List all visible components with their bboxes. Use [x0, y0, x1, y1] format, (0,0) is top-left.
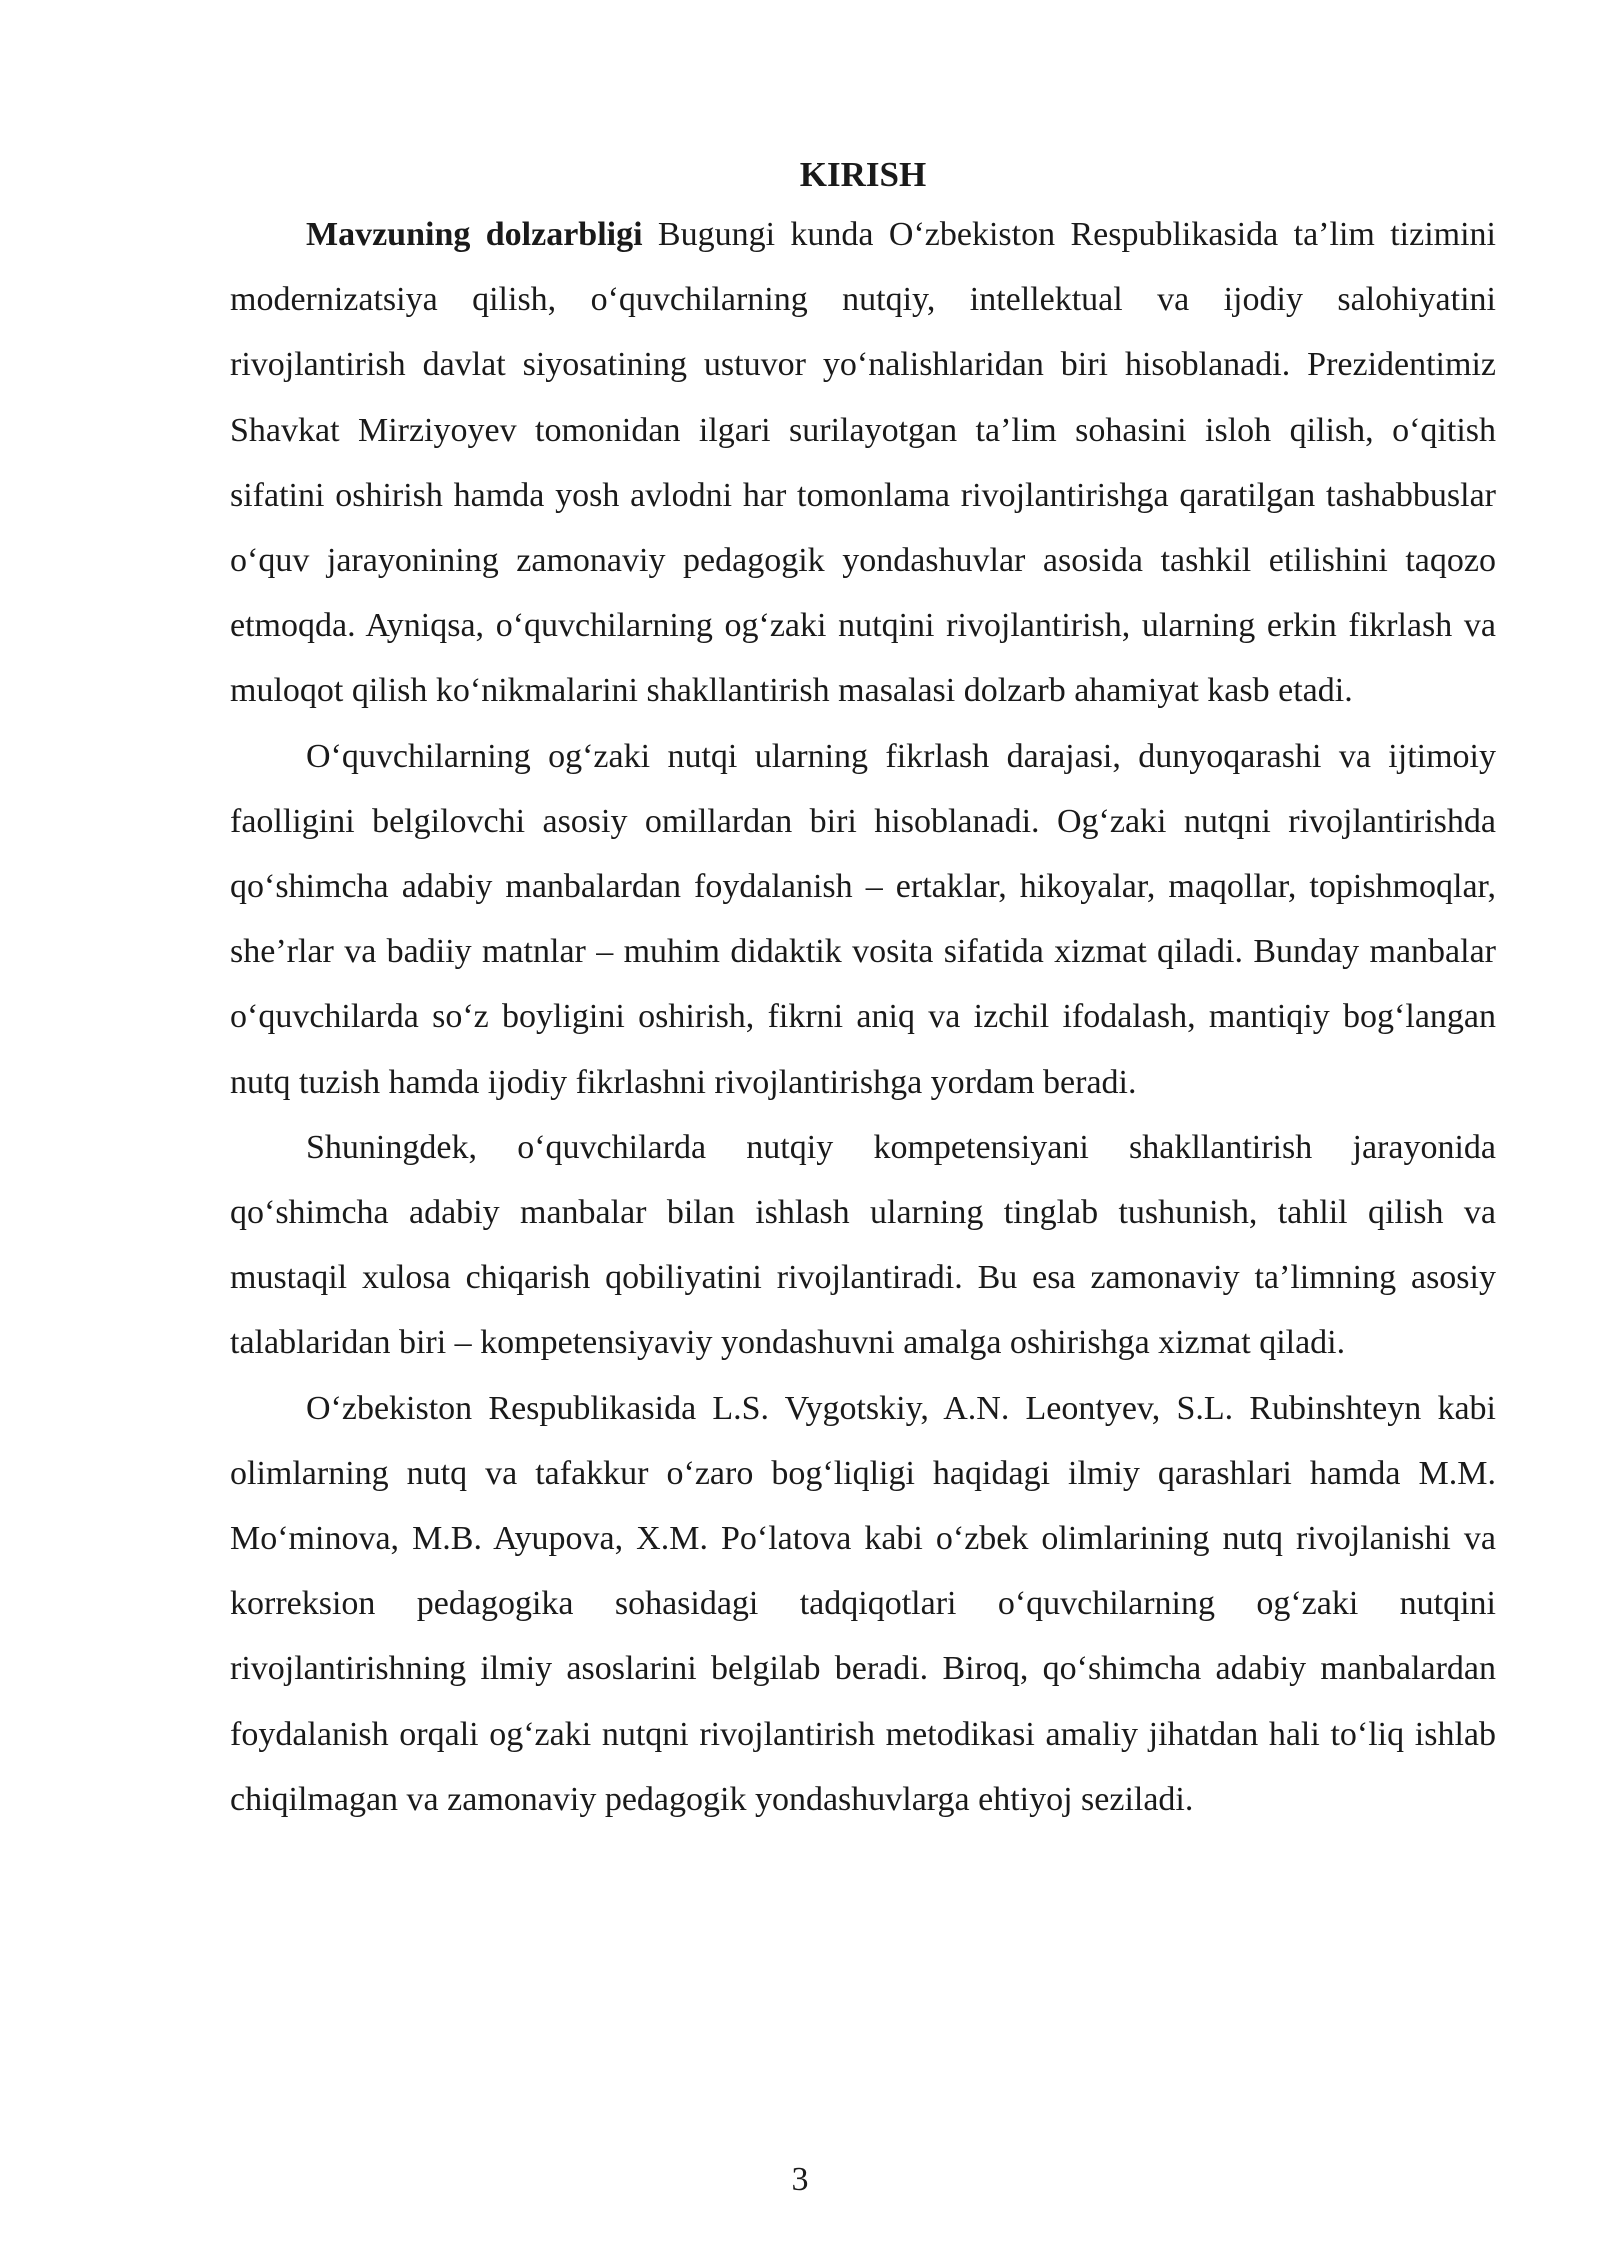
page-number: 3 [791, 2161, 809, 2198]
paragraph-lead: Mavzuning dolzarbligi [306, 216, 643, 253]
paragraph-scholars: Oʻzbekiston Respublikasida L.S. Vygotskiy, A.N. Leontyev, S.L. Rubinshteyn kabi olimlarning nutq va tafakkur oʻzaro bogʻliqligi haqidagi ilmiy qarashlari hamda M.M. Moʻminova, M.B. Ayupova, X.M. Poʻlatova kabi oʻzbek olimlarining nutq rivojlanishi va korreksion pedagogika sohasidagi tadqiqotlari oʻquvchilarning ogʻzaki nutqini rivojlantirishning ilmiy asoslarini belgilab beradi. Biroq, qoʻshimcha adabiy manbalardan foydalanish orqali ogʻzaki nutqni rivojlantirish metodikasi amaliy jihatdan hali toʻliq ishlab chiqilmagan va zamonaviy pedagogik yondashuvlarga ehtiyoj seziladi. [230, 1389, 1496, 1818]
paragraph-text: Bugungi kunda Oʻzbekiston Respublikasida ta’lim tizimini modernizatsiya qilish, oʻquvchilarning nutqiy, intellektual va ijodiy salohiyatini rivojlantirish davlat siyosatining ustuvor yoʻnalishlaridan biri hisoblanadi. Prezidentimiz Shavkat Mirziyoyev tomonidan ilgari surilayotgan ta’lim sohasini isloh qilish, oʻqitish sifatini oshirish hamda yosh avlodni har tomonlama rivojlantirishga qaratilgan tashabbuslar oʻquv jarayonining zamonaviy pedagogik yondashuvlar asosida tashkil etilishini taqozo etmoqda. Ayniqsa, oʻquvchilarning ogʻzaki nutqini rivojlantirish, ularning erkin fikrlash va muloqot qilish koʻnikmalarini shakllantirish masalasi dolzarb ahamiyat kasb etadi. [230, 216, 1496, 710]
section-heading: KIRISH [799, 155, 927, 194]
paragraph-relevance [230, 202, 1496, 724]
document-page [230, 148, 1496, 1832]
paragraph-competence: Shuningdek, oʻquvchilarda nutqiy kompetensiyani shakllantirish jarayonida qoʻshimcha adabiy manbalar bilan ishlash ularning tinglab tushunish, tahlil qilish va mustaqil xulosa chiqarish qobiliyatini rivojlantiradi. Bu esa zamonaviy ta’limning asosiy talablaridan biri – kompetensiyaviy yondashuvni amalga oshirishga xizmat qiladi. [230, 1128, 1496, 1362]
paragraph-oral-speech: Oʻquvchilarning ogʻzaki nutqi ularning fikrlash darajasi, dunyoqarashi va ijtimoiy faolligini belgilovchi asosiy omillardan biri hisoblanadi. Ogʻzaki nutqni rivojlantirishda qoʻshimcha adabiy manbalardan foydalanish – ertaklar, hikoyalar, maqollar, topishmoqlar, she’rlar va badiiy matnlar – muhim didaktik vosita sifatida xizmat qiladi. Bunday manbalar oʻquvchilarda soʻz boyligini oshirish, fikrni aniq va izchil ifodalash, mantiqiy bogʻlangan nutq tuzish hamda ijodiy fikrlashni rivojlantirishga yordam beradi. [230, 737, 1496, 1101]
